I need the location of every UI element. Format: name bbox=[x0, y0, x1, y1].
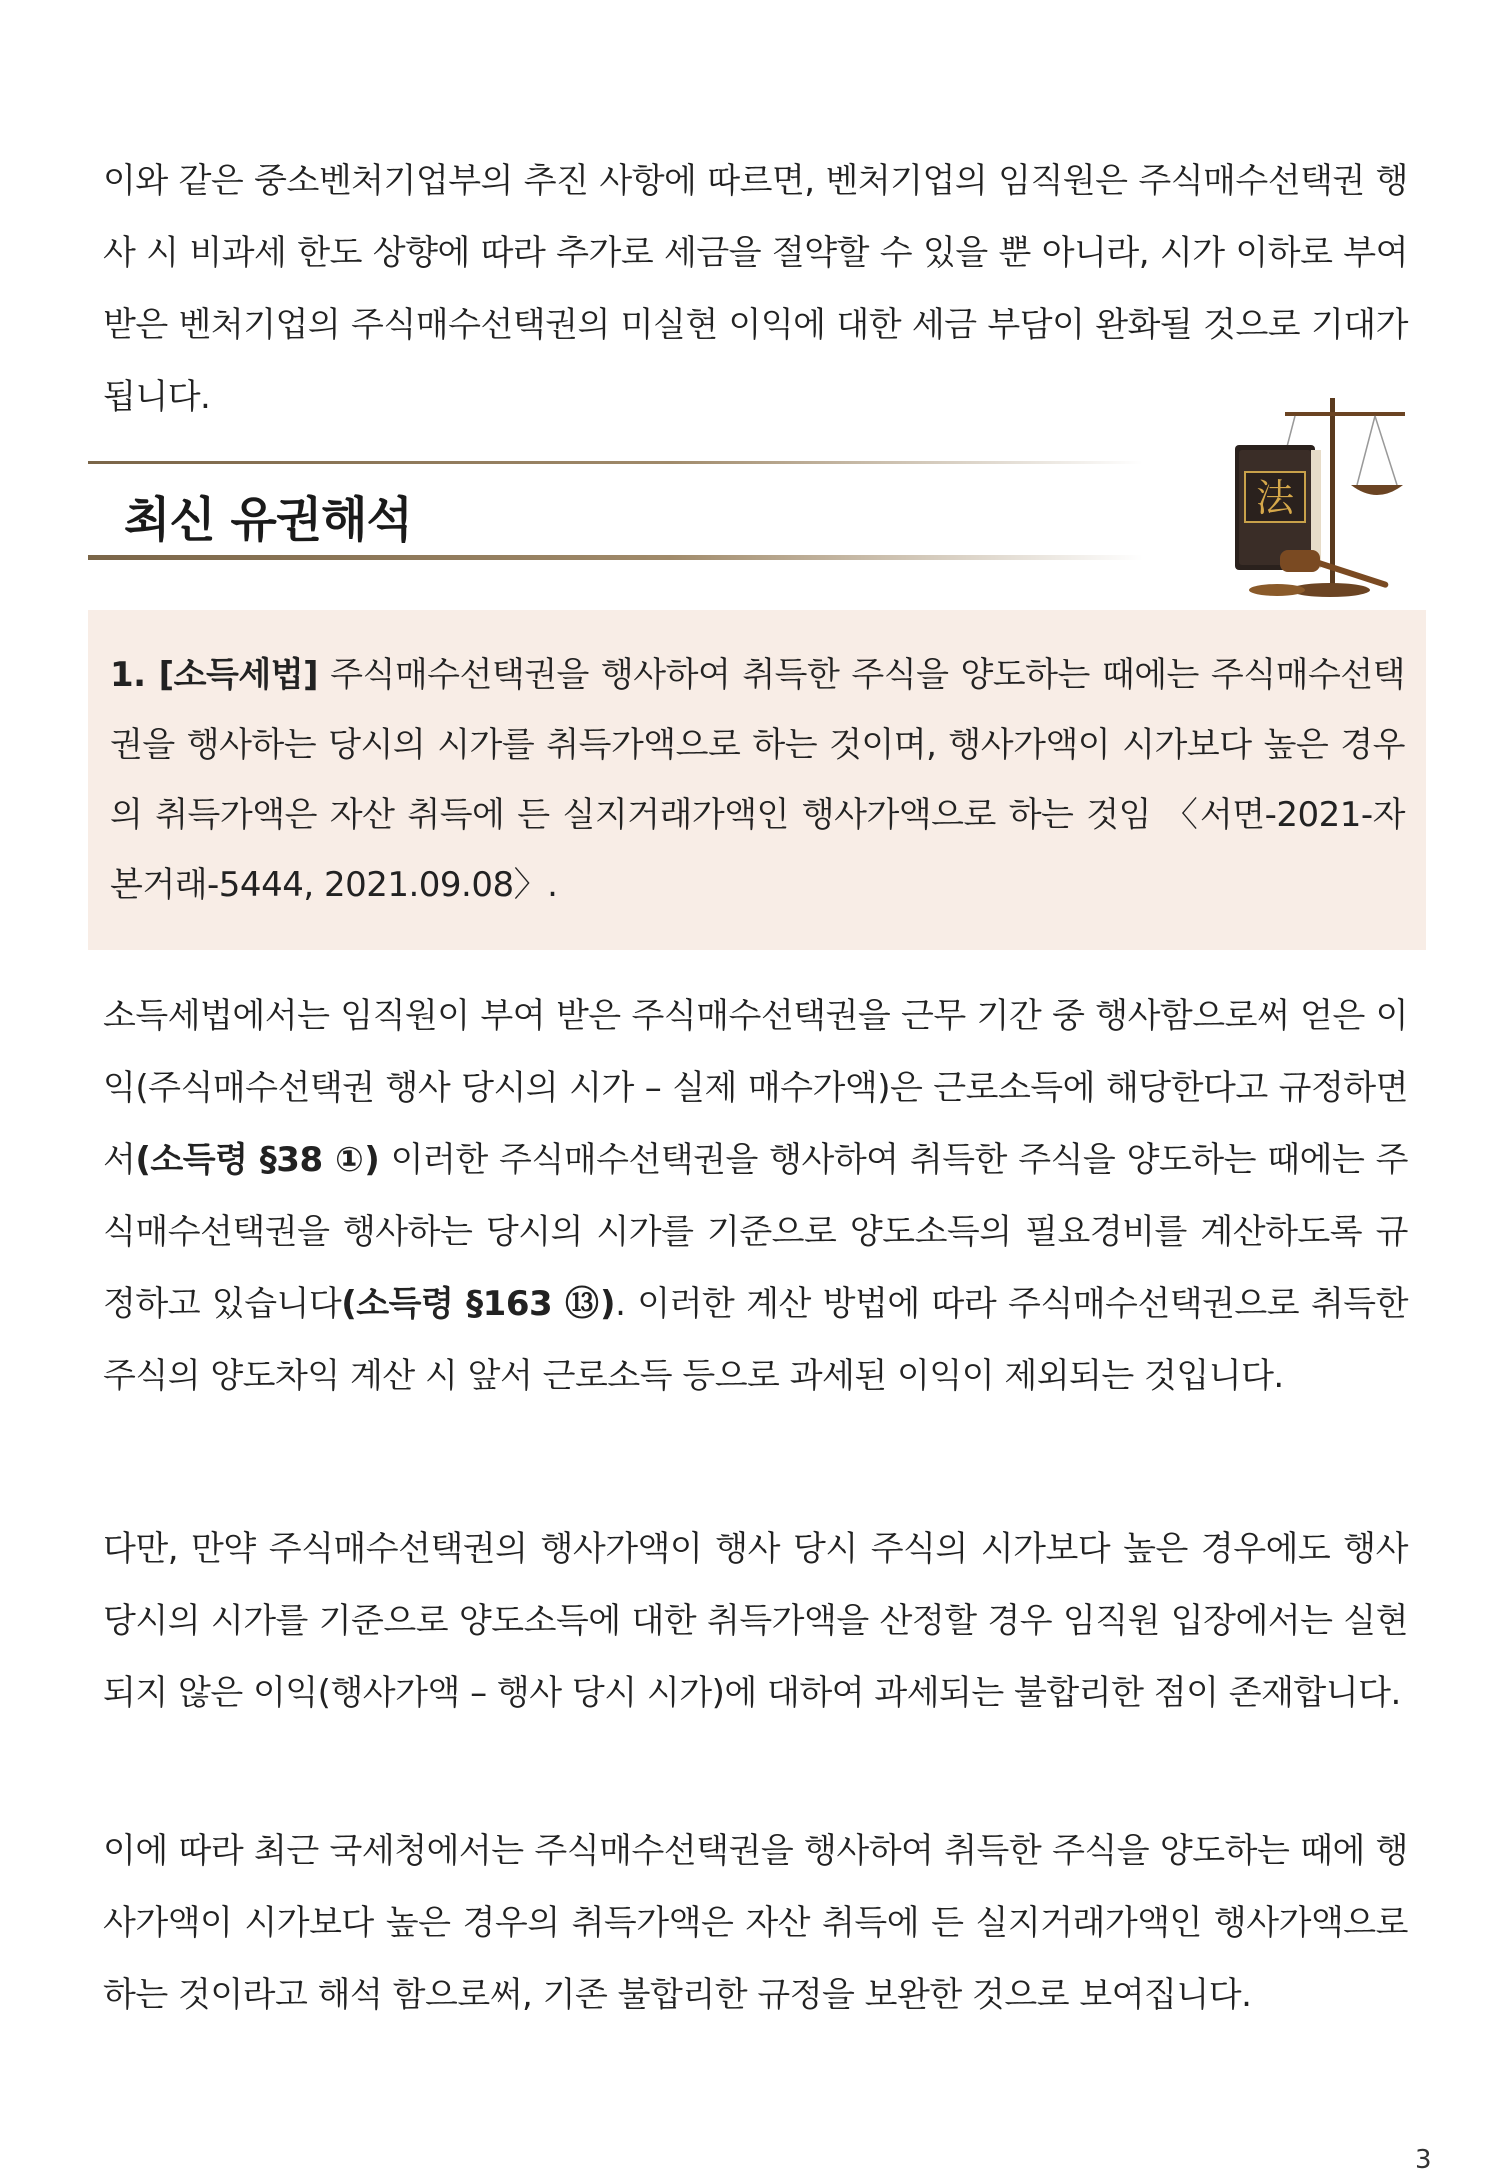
ruling-text: 주식매수선택권을 행사하여 취득한 주식을 양도하는 때에는 주식매수선택권을 행사하는 당시의 시가를 취득가액으로 하는 것이며, 행사가액이 시가보다 높은 경우의 취득가액은 자산 취득에 든 실지거래가액인 행사가액으로 하는 것임 〈서면-2021-자본거래-5444, 2021.09.08〉. bbox=[110, 655, 1405, 905]
body-paragraph-1 bbox=[103, 980, 1408, 1412]
law-char: 法 bbox=[1255, 476, 1295, 520]
ruling-label: 1. [소득세법] bbox=[110, 655, 319, 695]
intro-paragraph: 이와 같은 중소벤처기업부의 추진 사항에 따르면, 벤처기업의 임직원은 주식매수선택권 행사 시 비과세 한도 상향에 따라 추가로 세금을 절약할 수 있을 뿐 아니라, 시가 이하로 부여 받은 벤처기업의 주식매수선택권의 미실현 이익에 대한 세금 부담이 완화될 것으로 기대가 됩니다. bbox=[103, 161, 1408, 417]
heading-bottom-rule bbox=[88, 555, 1143, 560]
body-p1-part-a: 소득세법에서는 임직원이 부여 받은 주식매수선택권을 근무 기간 중 행사함으로써 얻은 이익(주식매수선택권 행사 당시의 시가 – 실제 매수가액)은 근로소득에 해당한다고 규정하면서 bbox=[103, 996, 1408, 1180]
body-paragraph-2: 다만, 만약 주식매수선택권의 행사가액이 행사 당시 주식의 시가보다 높은 경우에도 행사 당시의 시가를 기준으로 양도소득에 대한 취득가액을 산정할 경우 임직원 입장에서는 실현되지 않은 이익(행사가액 – 행사 당시 시가)에 대하여 과세되는 불합리한 점이 존재합니다. bbox=[103, 1529, 1408, 1713]
section-heading bbox=[88, 455, 1143, 565]
section-title: 최신 유권해석 bbox=[124, 492, 412, 548]
ruling-box bbox=[88, 610, 1426, 950]
body-p1-part-c: . 이러한 계산 방법에 따라 주식매수선택권으로 취득한 주식의 양도차익 계산 시 앞서 근로소득 등으로 과세된 이익이 제외되는 것입니다. bbox=[103, 1284, 1408, 1396]
law-reference-2: (소득령 §163 ⑬) bbox=[341, 1284, 616, 1324]
law-book-scale-gavel-icon bbox=[1225, 390, 1425, 600]
body-paragraph-3: 이에 따라 최근 국세청에서는 주식매수선택권을 행사하여 취득한 주식을 양도하는 때에 행사가액이 시가보다 높은 경우의 취득가액은 자산 취득에 든 실지거래가액인 행사가액으로 하는 것이라고 해석 함으로써, 기존 불합리한 규정을 보완한 것으로 보여집니다. bbox=[103, 1831, 1408, 2015]
ruling-paragraph bbox=[110, 640, 1405, 920]
page-number: 3 bbox=[1415, 2145, 1432, 2175]
body-p1-part-b: 이러한 주식매수선택권을 행사하여 취득한 주식을 양도하는 때에는 주식매수선택권을 행사하는 당시의 시가를 기준으로 양도소득의 필요경비를 계산하도록 규정하고 있습니다 bbox=[103, 1140, 1409, 1324]
law-reference-1: (소득령 §38 ①) bbox=[135, 1140, 380, 1180]
heading-top-rule bbox=[88, 461, 1143, 464]
